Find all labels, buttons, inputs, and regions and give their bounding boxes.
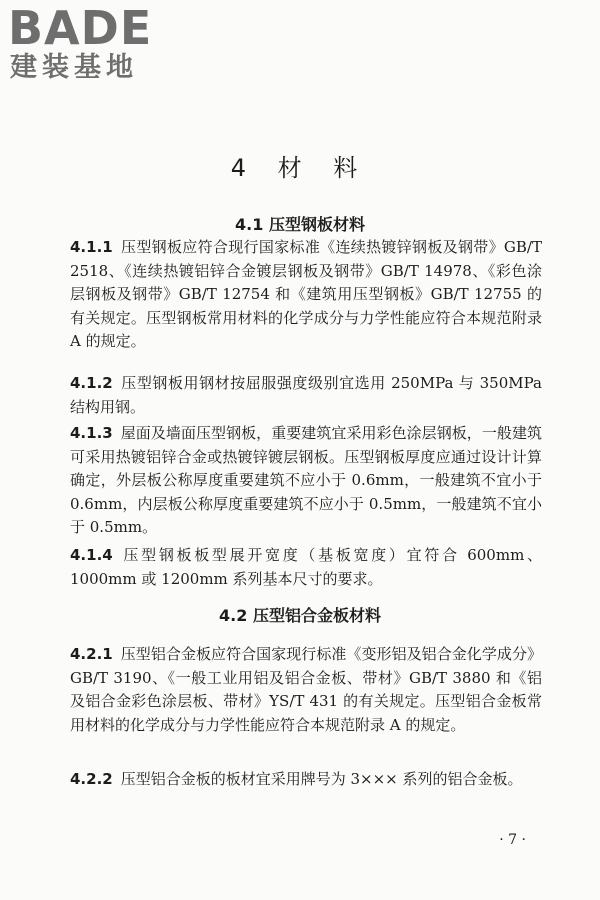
logo-brand-text: BADE: [8, 1, 153, 55]
section-title-4-1: 4.1 压型钢板材料: [235, 215, 365, 234]
clause-4-2-2: [70, 768, 542, 792]
chapter-title: 4 材 料: [230, 154, 370, 182]
clause-number: 4.1.1: [70, 238, 113, 256]
bade-logo: [8, 1, 178, 84]
clause-number: 4.1.4: [70, 546, 113, 564]
clause-4-1-4: [70, 544, 542, 591]
clause-4-1-1: [70, 236, 542, 354]
clause-number: 4.1.3: [70, 424, 113, 442]
clause-text: 压型钢板应符合现行国家标准《连续热镀锌钢板及钢带》GB/T 2518、《连续热镀铝锌合金镀层钢板及钢带》GB/T 14978、《彩色涂层钢板及钢带》GB/T 12754 和《建筑用压型钢板》GB/T 12755 的有关规定。压型钢板常用材料的化学成分与力学性能应符合本规范附录 A 的规定。: [70, 238, 542, 350]
clause-4-1-3: [70, 422, 542, 540]
clause-number: 4.2.1: [70, 645, 113, 663]
clause-number: 4.1.2: [70, 374, 113, 392]
clause-4-2-1: [70, 643, 542, 737]
clause-number: 4.2.2: [70, 770, 113, 788]
page-number: · 7 ·: [499, 832, 526, 848]
clause-4-1-2: [70, 372, 542, 419]
clause-text: 压型钢板板型展开宽度（基板宽度）宜符合 600mm、1000mm 或 1200mm 系列基本尺寸的要求。: [70, 546, 542, 588]
clause-text: 压型铝合金板应符合国家现行标准《变形铝及铝合金化学成分》GB/T 3190、《一般工业用铝及铝合金板、带材》GB/T 3880 和《铝及铝合金彩色涂层板、带材》YS/T 431 的有关规定。压型铝合金板常用材料的化学成分与力学性能应符合本规范附录 A 的规定。: [70, 645, 542, 734]
logo-subtitle: 建装基地: [10, 52, 138, 83]
section-title-4-2: 4.2 压型铝合金板材料: [219, 606, 381, 625]
clause-text: 压型铝合金板的板材宜采用牌号为 3××× 系列的铝合金板。: [120, 770, 523, 788]
clause-text: 压型钢板用钢材按屈服强度级别宜选用 250MPa 与 350MPa 结构用钢。: [70, 374, 542, 416]
clause-text: 屋面及墙面压型钢板，重要建筑宜采用彩色涂层钢板，一般建筑可采用热镀铝锌合金或热镀锌镀层钢板。压型钢板厚度应通过设计计算确定，外层板公称厚度重要建筑不应小于 0.6mm，一般建筑不宜小于 0.6mm，内层板公称厚度重要建筑不应小于 0.5mm，一般建筑不宜小于 0.5mm。: [70, 424, 542, 536]
